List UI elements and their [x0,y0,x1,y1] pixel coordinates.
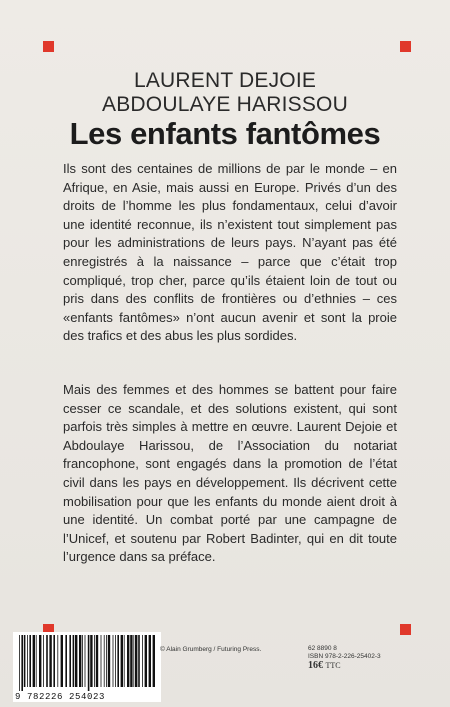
barcode-bar [133,635,134,687]
barcode-bar [57,635,58,687]
product-code: 62 8890 8 [308,645,337,652]
blurb-paragraph-2: Mais des femmes et des hommes se battent pour faire cesser ce scandale, et des solutions existent, qui sont parfois très simples à mettre en œuvre. Laurent Dejoie et Abdoulaye Harissou, de l’Association du notariat francophone, sont engagés dans la promotion de l’état civil dans les pays en développement. Ils décrivent cette mobilisation pour que les enfants du monde aient droit à une identité. Un combat porté par une campagne de l’Unicef, et soutenu par Robert Badinter, qui en dit toute l’urgence dans sa préface. [63,382,397,565]
barcode-bar [124,635,125,687]
barcode-bar [75,635,77,687]
barcode-bar [36,635,37,687]
barcode-bar [127,635,129,687]
barcode-bar [138,635,140,687]
barcode-bar [61,635,63,687]
blurb-paragraph-1: Ils sont des centaines de millions de par le monde – en Afrique, en Asie, mais aussi en Europe. Privés d’un des droits de l’homme les plus fondamentaux, celui d’avoir une identité reconnue, ils n’existent tout simplement pas pour les administrations de leurs pays. N’ayant pas été enregistrés à la naissance – parce que c’était trop compliqué, trop cher, parce qu’ils étaient loin de tout ou pris dans des conflits de frontières ou d’ethnies – ces «enfants fantômes» n’ont aucun avenir et sont la proie des trafics et des abus les plus sordides. [63,161,397,344]
barcode-bar [145,635,147,687]
barcode-bar [113,635,114,687]
barcode-bar [53,635,55,687]
barcode-bar [49,635,51,687]
barcode-digits: 9 782226 254023 [15,692,106,702]
barcode-bars [19,635,157,691]
isbn: ISBN 978-2-226-25402-3 [308,653,381,660]
barcode-bar [85,635,86,687]
barcode-bar [27,635,28,687]
barcode-bar [65,635,67,687]
barcode-bar [19,635,20,691]
barcode-bar [121,635,123,687]
barcode-bar [115,635,116,687]
barcode-bar [153,635,155,687]
author-name-2: ABDOULAYE HARISSOU [102,93,348,116]
barcode-bar [39,635,41,687]
barcode-bar [43,635,44,687]
barcode-bar [101,635,102,687]
barcode-bar [88,635,90,691]
barcode-bar [104,635,105,687]
barcode-bar [96,635,98,687]
barcode-bar [24,635,26,687]
price-suffix: TTC [325,661,341,670]
barcode-bar [82,635,83,687]
barcode-bar [21,635,23,691]
barcode-bar [29,635,31,687]
barcode-bar [130,635,132,687]
barcode-bar [142,635,143,687]
barcode-bar [46,635,48,687]
price-value: 16€ [308,660,323,671]
photo-credit: © Alain Grumberg / Futuring Press. [160,646,262,653]
book-title: Les enfants fantômes [69,116,381,151]
barcode-bar [69,635,71,687]
publication-codes [308,645,381,670]
barcode-bar [108,635,110,687]
barcode-bar [73,635,75,687]
barcode-bar [79,635,81,687]
barcode-bar [33,635,35,687]
barcode-bar [106,635,107,687]
price [308,662,381,670]
corner-mark-top-right [400,41,411,52]
barcode-bar [149,635,151,687]
corner-mark-bottom-right [400,624,411,635]
barcode-bar [135,635,137,687]
corner-mark-top-left [43,41,54,52]
barcode-bar [117,635,119,687]
barcode-bar [90,635,92,687]
author-name-1: LAURENT DEJOIE [133,69,317,92]
barcode [13,632,161,702]
barcode-bar [94,635,95,687]
